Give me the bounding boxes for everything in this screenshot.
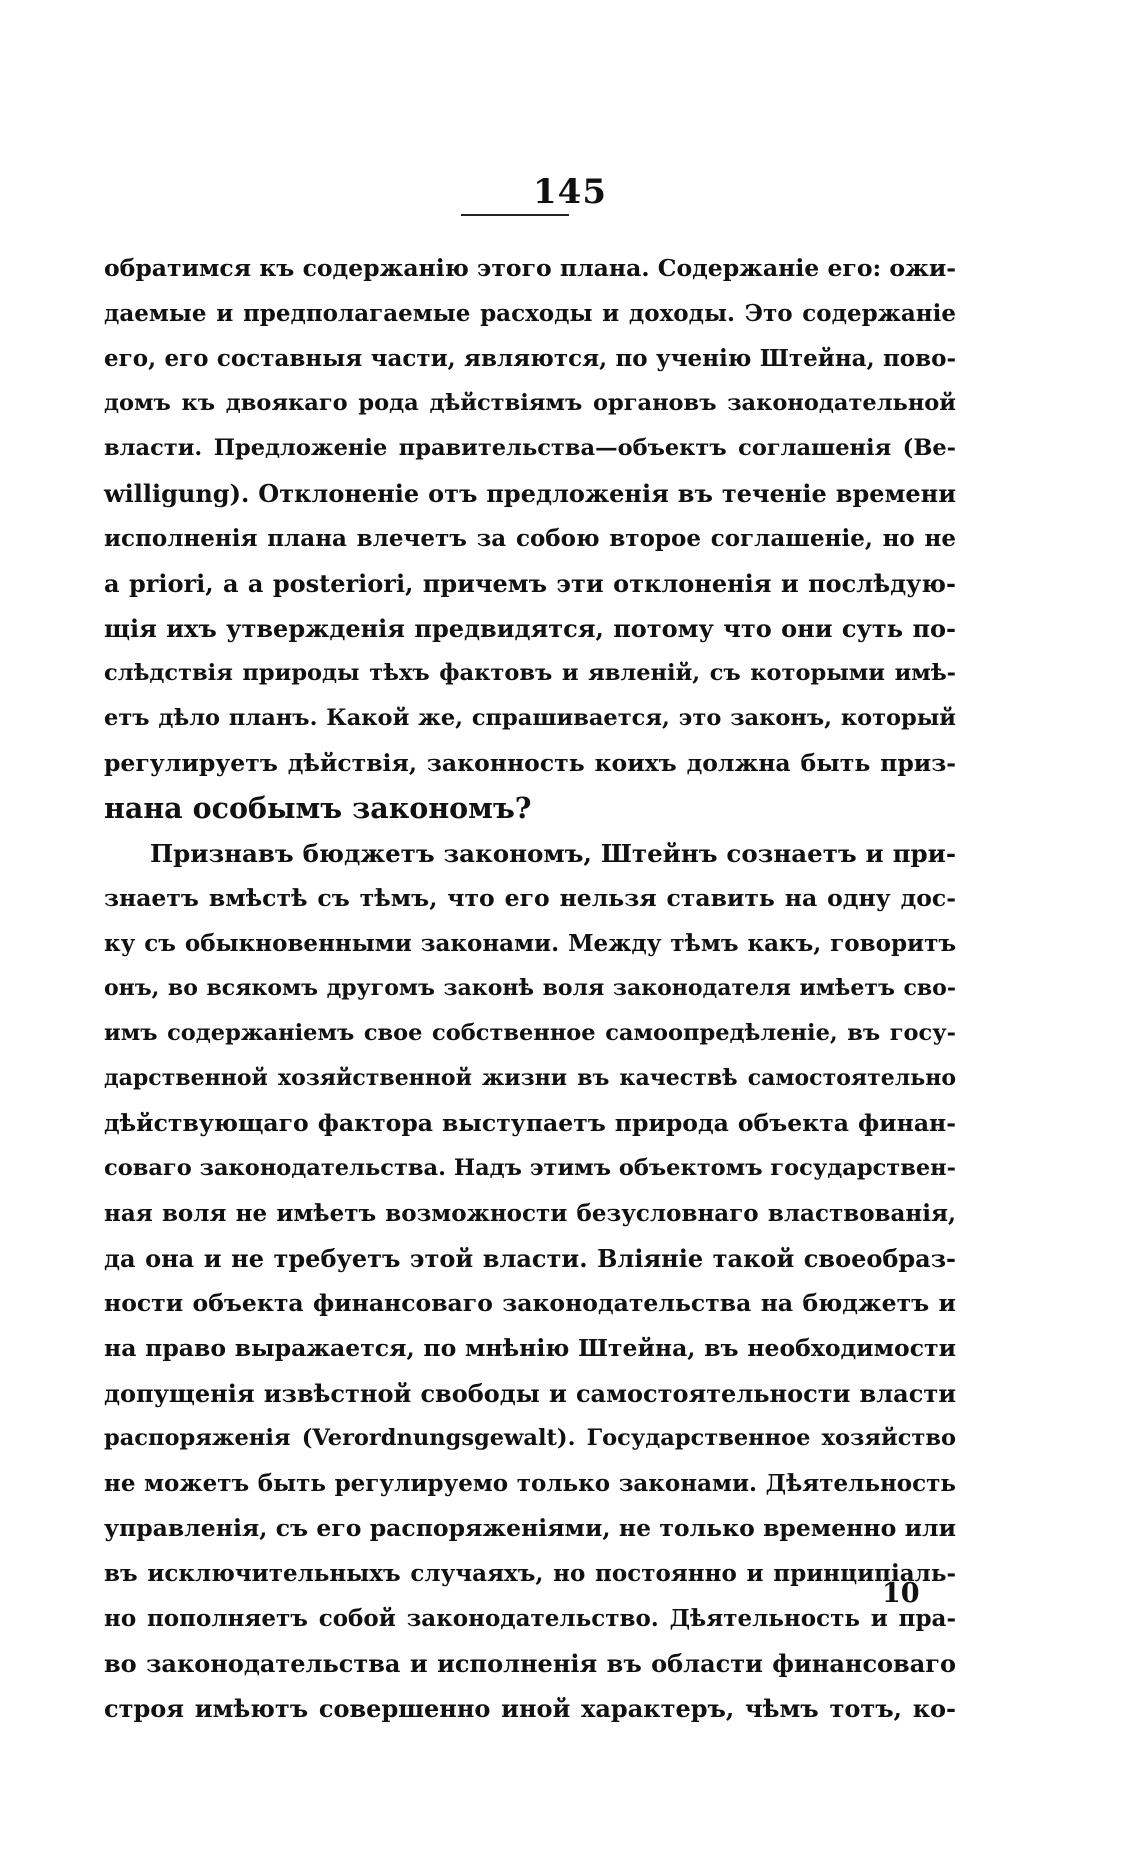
text-line: соваго законодательства. Надъ этимъ объектомъ государствен-	[104, 1155, 956, 1181]
text-line: власти. Предложеніе правительства—объектъ соглашенія (Be-	[104, 435, 956, 461]
page-number: 145	[533, 172, 607, 212]
text-line: нана особымъ закономъ?	[104, 791, 532, 825]
text-line: Признавъ бюджетъ закономъ, Штейнъ сознаетъ и при-	[150, 839, 956, 868]
text-line: не можетъ быть регулируемо только законами. Дѣятельность	[104, 1470, 956, 1497]
text-line: домъ къ двоякаго рода дѣйствіямъ органовъ законодательной	[104, 390, 956, 416]
text-line: a priori, а a posteriori, причемъ эти отклоненія и послѣдую-	[104, 569, 956, 598]
text-line: слѣдствія природы тѣхъ фактовъ и явленій, съ которыми имѣ-	[104, 660, 956, 686]
text-line: управленія, съ его распоряженіями, не только временно или	[104, 1514, 956, 1542]
text-line: строя имѣютъ совершенно иной характеръ, чѣмъ тотъ, ко-	[104, 1694, 956, 1723]
text-line: да она и не требуетъ этой власти. Вліяніе такой своеобраз-	[104, 1244, 956, 1273]
text-line: ности объекта финансоваго законодательства на бюджетъ и	[104, 1289, 956, 1317]
text-line: знаетъ вмѣстѣ съ тѣмъ, что его нельзя ставить на одну дос-	[104, 884, 956, 912]
text-line: willigung). Отклоненіе отъ предложенія въ теченіе времени	[104, 479, 956, 508]
text-line: дѣйствующаго фактора выступаетъ природа объекта финан-	[104, 1109, 956, 1137]
text-line: исполненія плана влечетъ за собою второе соглашеніе, но не	[104, 525, 956, 552]
text-line: имъ содержаніемъ свое собственное самоопредѣленіе, въ госу-	[104, 1020, 956, 1046]
text-line: ку съ обыкновенными законами. Между тѣмъ какъ, говоритъ	[104, 930, 956, 957]
text-line: даемые и предполагаемые расходы и доходы. Это содержаніе	[104, 300, 956, 327]
text-line: но пополняетъ собой законодательство. Дѣятельность и пра-	[104, 1605, 956, 1632]
text-line: щія ихъ утвержденія предвидятся, потому что они суть по-	[104, 614, 956, 643]
text-line: во законодательства и исполненія въ области финансоваго	[104, 1649, 956, 1678]
text-line: обратимся къ содержанію этого плана. Содержаніе его: ожи-	[104, 254, 956, 282]
body-text	[104, 246, 956, 1731]
text-line: его, его составныя части, являются, по ученію Штейна, пово-	[104, 345, 956, 372]
text-line: регулируетъ дѣйствія, законность коихъ должна быть приз-	[104, 749, 956, 777]
text-line: на право выражается, по мнѣнію Штейна, въ необходимости	[104, 1334, 956, 1362]
text-line: дарственной хозяйственной жизни въ качествѣ самостоятельно	[104, 1065, 956, 1091]
text-line: въ исключительныхъ случаяхъ, но постоянно и принципіаль-	[104, 1560, 956, 1587]
text-line: распоряженія (Verordnungsgewalt). Государственное хозяйство	[104, 1425, 956, 1451]
text-line: онъ, во всякомъ другомъ законѣ воля законодателя имѣетъ сво-	[104, 975, 956, 1001]
text-line: допущенія извѣстной свободы и самостоятельности власти	[104, 1379, 956, 1408]
text-line: етъ дѣло планъ. Какой же, спрашивается, это законъ, который	[104, 705, 956, 731]
signature-mark: 10	[882, 1578, 920, 1609]
text-line: ная воля не имѣетъ возможности безусловнаго властвованія,	[104, 1200, 956, 1227]
header-rule	[461, 214, 569, 216]
